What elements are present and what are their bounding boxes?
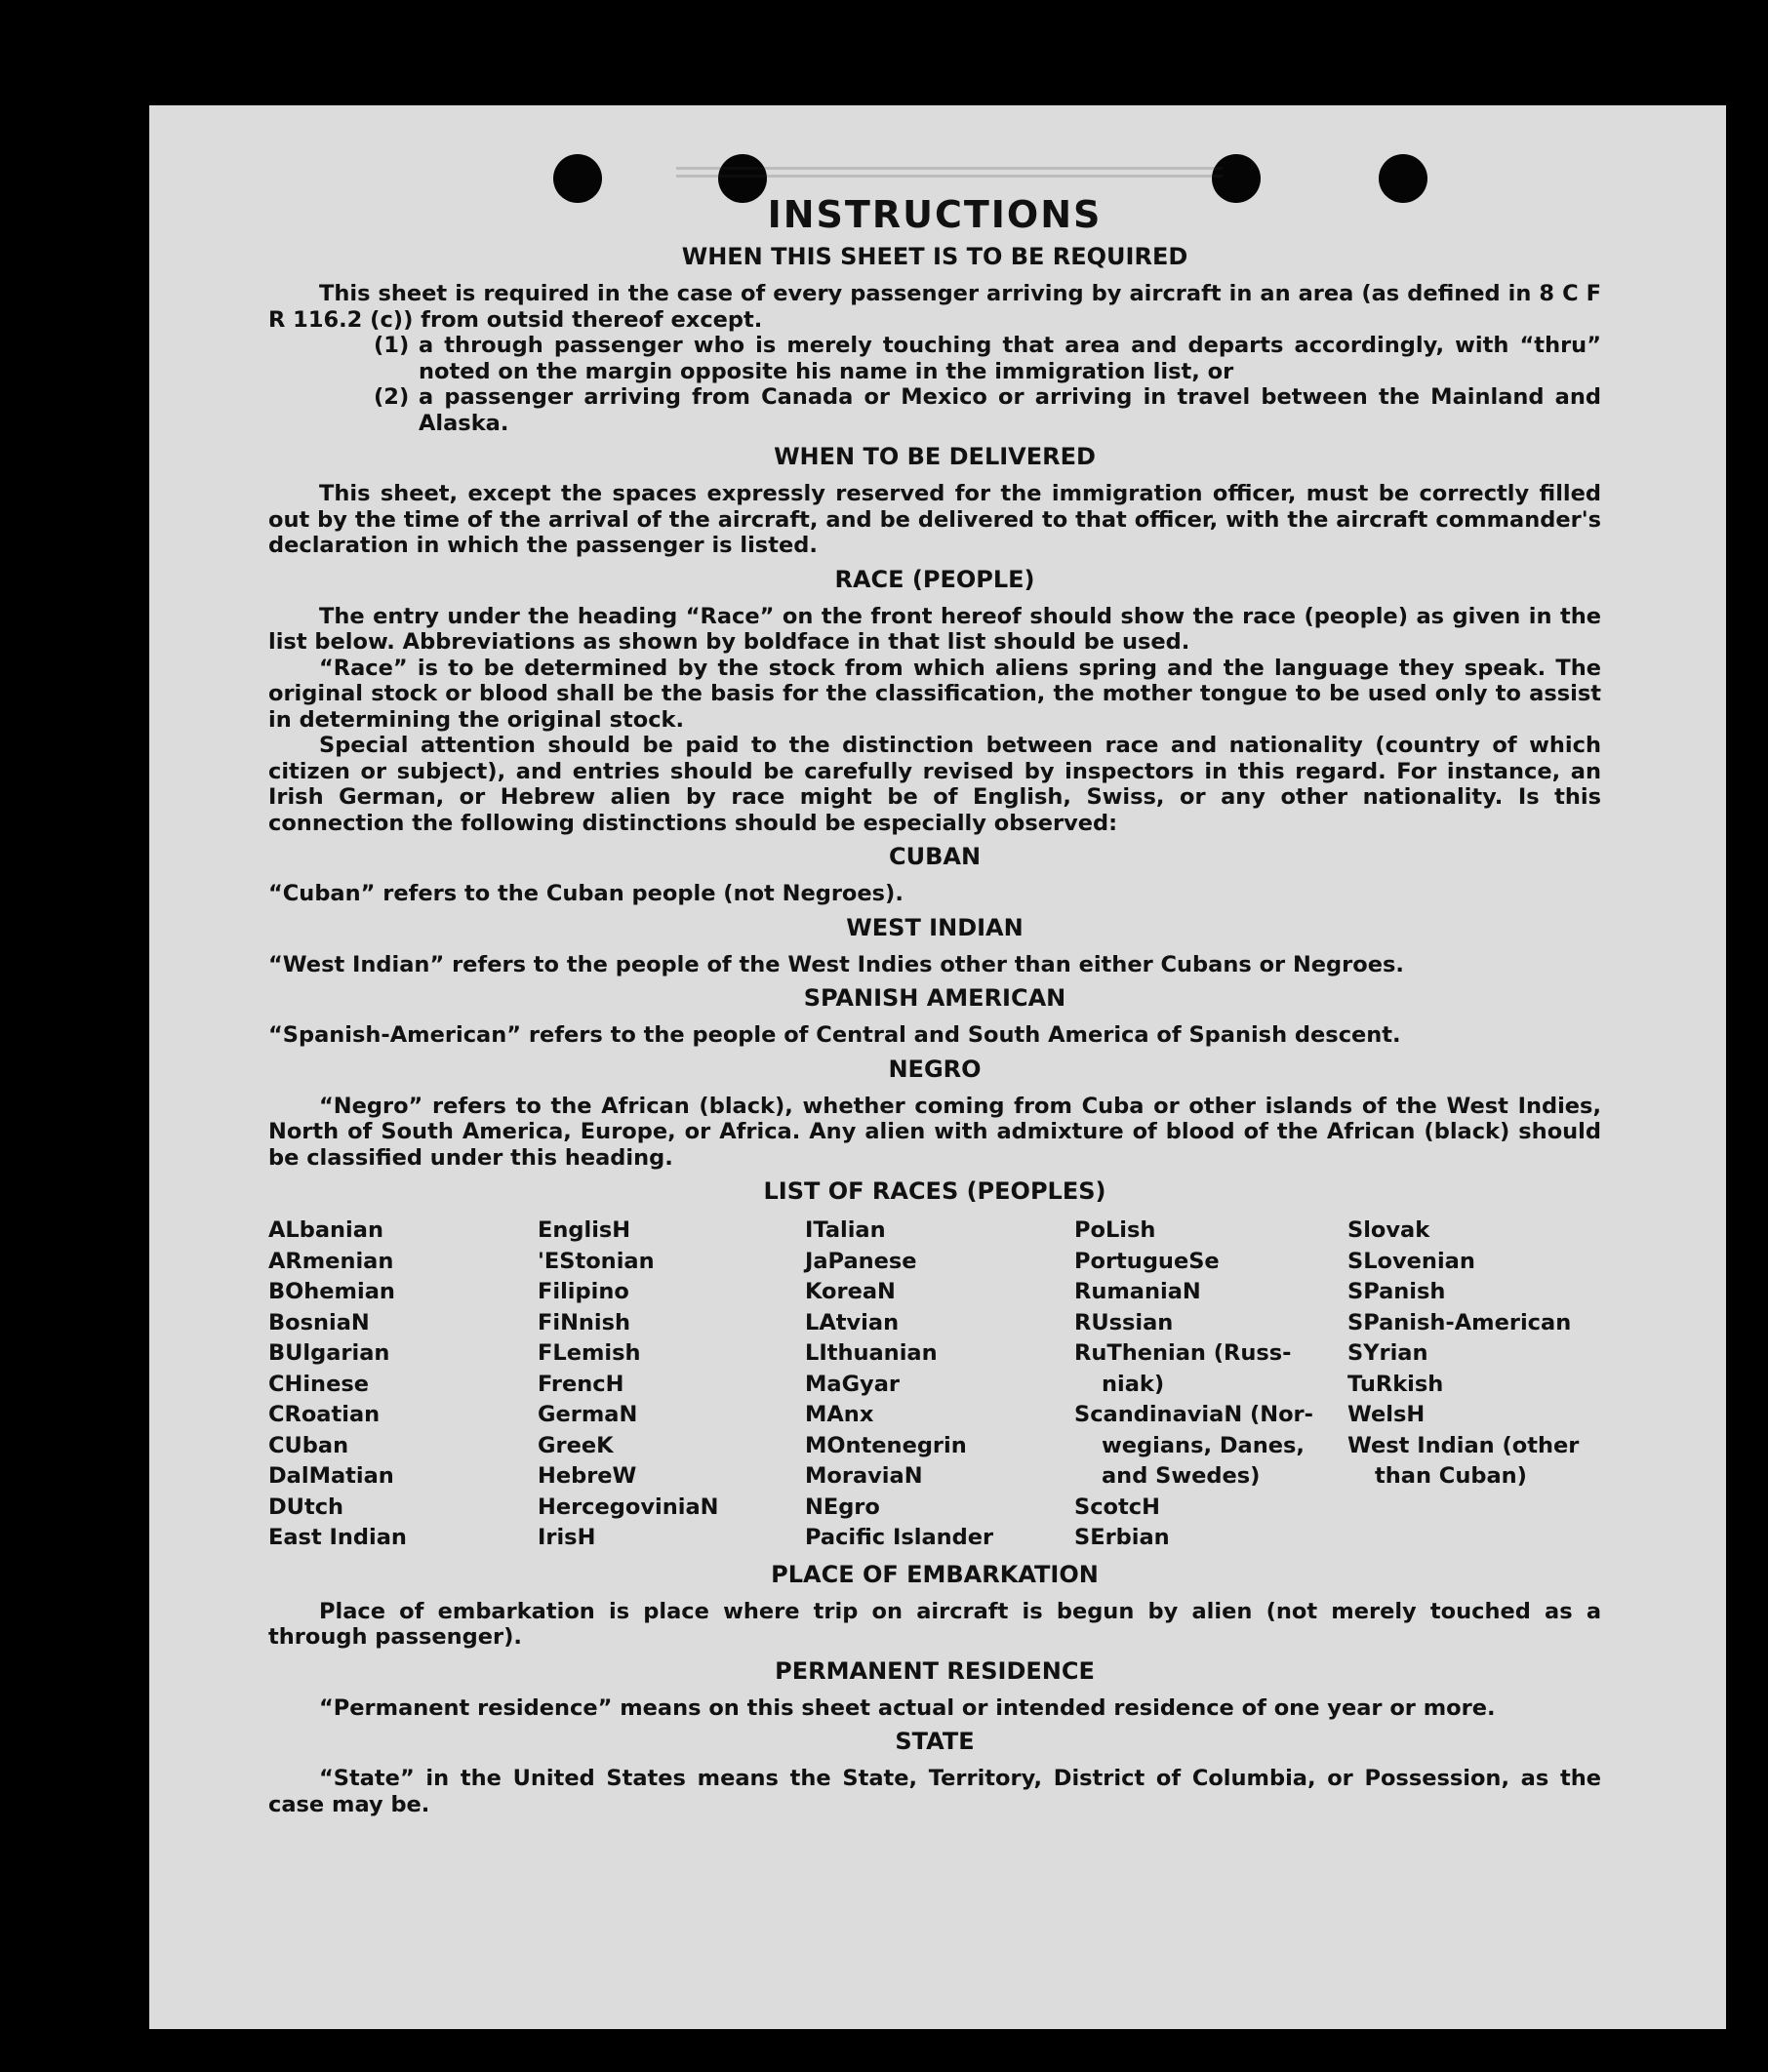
heading-spanish-american: SPANISH AMERICAN	[803, 984, 1066, 1012]
race-entry: GermaN	[538, 1402, 638, 1427]
race-entry: NEgro	[805, 1494, 880, 1520]
race-entry: West Indian (other	[1347, 1432, 1580, 1458]
race-entry: Filipino	[538, 1279, 629, 1304]
race-entry: RUssian	[1074, 1309, 1174, 1335]
heading-state: STATE	[895, 1728, 975, 1755]
para-negro: “Negro” refers to the African (black), whether coming from Cuba or other islands of the West Indies, North of South America, Europe, or Africa. Any alien with admixture of blood of the African (black) should be classified under this heading.	[268, 1093, 1601, 1171]
race-entry: SYrian	[1347, 1340, 1428, 1366]
exception-number: (2)	[374, 384, 410, 410]
document-page	[149, 105, 1726, 2029]
race-entry: BosniaN	[268, 1309, 370, 1335]
race-entry: CRoatian	[268, 1402, 381, 1427]
para-embarkation: Place of embarkation is place where trip on aircraft is begun by alien (not merely touched as a through passenger).	[268, 1598, 1601, 1650]
race-entry: FrencH	[538, 1371, 624, 1397]
race-entry: BOhemian	[268, 1279, 395, 1304]
race-entry: RumaniaN	[1074, 1279, 1201, 1304]
race-entry: CUban	[268, 1432, 349, 1458]
para-cuban: “Cuban” refers to the Cuban people (not Negroes).	[268, 881, 904, 906]
bleed-through-text	[676, 162, 1223, 191]
para-race-2: “Race” is to be determined by the stock from which aliens spring and the language they speak. The original stock or blood shall be the basis for the classification, the mother tongue to be used only to assist in determining the original stock.	[268, 655, 1601, 733]
race-entry: PortugueSe	[1074, 1248, 1220, 1274]
races-list	[268, 1215, 1601, 1554]
page-title: INSTRUCTIONS	[767, 193, 1103, 236]
heading-list-of-races: LIST OF RACES (PEOPLES)	[763, 1177, 1106, 1205]
race-entry: FiNnish	[538, 1309, 631, 1335]
race-entry: ScotcH	[1074, 1494, 1160, 1520]
race-entry: SPanish	[1347, 1279, 1446, 1304]
para-permanent-residence: “Permanent residence” means on this sheet actual or intended residence of one year or more.	[319, 1694, 1496, 1721]
race-entry: East Indian	[268, 1525, 407, 1550]
heading-permanent-residence: PERMANENT RESIDENCE	[775, 1656, 1095, 1685]
race-entry: KoreaN	[805, 1279, 896, 1304]
race-entry: LAtvian	[805, 1309, 900, 1335]
race-entry: EnglisH	[538, 1217, 631, 1243]
race-entry: 'EStonian	[538, 1248, 655, 1274]
race-entry: DUtch	[268, 1494, 344, 1520]
race-entry: RuThenian (Russ-	[1074, 1340, 1292, 1366]
para-spanish-american: “Spanish-American” refers to the people of Central and South America of Spanish descent.	[268, 1022, 1401, 1048]
race-entry: Pacific Islander	[805, 1525, 994, 1550]
race-entry: IrisH	[538, 1525, 596, 1550]
para-delivered: This sheet, except the spaces expressly reserved for the immigration officer, must be correctly filled out by the time of the arrival of the aircraft, and be delivered to that officer, with the aircraft commander's declaration in which the passenger is listed.	[268, 481, 1601, 558]
race-entry: HercegoviniaN	[538, 1494, 719, 1520]
heading-delivered: WHEN TO BE DELIVERED	[774, 443, 1096, 470]
race-entry: and Swedes)	[1102, 1463, 1261, 1489]
para-required: This sheet is required in the case of every passenger arriving by aircraft in an area (as defined in 8 C F R 116.2 (c)) from outsid thereof except.	[268, 281, 1601, 333]
heading-west-indian: WEST INDIAN	[846, 913, 1024, 941]
heading-race: RACE (PEOPLE)	[834, 565, 1035, 593]
race-entry: HebreW	[538, 1463, 637, 1489]
races-column	[1074, 1215, 1347, 1554]
heading-required: WHEN THIS SHEET IS TO BE REQUIRED	[681, 243, 1188, 270]
race-entry: than Cuban)	[1375, 1463, 1527, 1489]
race-entry: SPanish-American	[1347, 1309, 1572, 1335]
race-entry: niak)	[1102, 1371, 1165, 1397]
race-entry: ITalian	[805, 1217, 886, 1243]
race-entry: FLemish	[538, 1340, 641, 1366]
para-race-1: The entry under the heading “Race” on the front hereof should show the race (people) as given in the list below. Abbreviations as shown by boldface in that list should be used.	[268, 603, 1601, 655]
race-entry: CHinese	[268, 1371, 369, 1397]
race-entry: WelsH	[1347, 1402, 1426, 1427]
instructions-body	[268, 193, 1601, 1817]
exception-item	[268, 384, 1601, 436]
races-column	[805, 1215, 1074, 1554]
race-entry: JaPanese	[805, 1248, 917, 1274]
heading-embarkation: PLACE OF EMBARKATION	[771, 1560, 1099, 1588]
race-entry: GreeK	[538, 1432, 614, 1458]
race-entry: TuRkish	[1347, 1371, 1444, 1397]
race-entry: DalMatian	[268, 1463, 394, 1489]
race-entry: ScandinaviaN (Nor-	[1074, 1402, 1313, 1427]
exception-number: (1)	[374, 333, 410, 358]
race-entry: ALbanian	[268, 1217, 383, 1243]
race-entry: BUlgarian	[268, 1340, 390, 1366]
race-entry: PoLish	[1074, 1217, 1156, 1243]
exception-text: a passenger arriving from Canada or Mexico or arriving in travel between the Mainland and Alaska.	[419, 384, 1601, 436]
races-column	[538, 1215, 805, 1554]
race-entry: MAnx	[805, 1402, 874, 1427]
exception-item	[268, 333, 1601, 384]
exception-text: a through passenger who is merely touching that area and departs accordingly, with “thru” noted on the margin opposite his name in the immigration list, or	[419, 333, 1601, 384]
races-column	[1347, 1215, 1601, 1554]
race-entry: SErbian	[1074, 1525, 1170, 1550]
para-race-3: Special attention should be paid to the distinction between race and nationality (country of which citizen or subject), and entries should be carefully revised by inspectors in this regard. For instance, an Irish German, or Hebrew alien by race might be of English, Swiss, or any other nationality. Is this connection the following distinctions should be especially observed:	[268, 733, 1601, 836]
race-entry: SLovenian	[1347, 1248, 1475, 1274]
race-entry: Slovak	[1347, 1217, 1430, 1243]
heading-cuban: CUBAN	[888, 843, 982, 870]
heading-negro: NEGRO	[888, 1055, 982, 1083]
races-column	[268, 1215, 538, 1554]
race-entry: wegians, Danes,	[1102, 1432, 1305, 1458]
race-entry: MOntenegrin	[805, 1432, 967, 1458]
para-west-indian: “West Indian” refers to the people of the West Indies other than either Cubans or Negroes.	[268, 951, 1404, 977]
race-entry: LIthuanian	[805, 1340, 938, 1366]
race-entry: MaGyar	[805, 1371, 900, 1397]
para-state: “State” in the United States means the State, Territory, District of Columbia, or Possession, as the case may be.	[268, 1766, 1601, 1817]
race-entry: ARmenian	[268, 1248, 394, 1274]
race-entry: MoraviaN	[805, 1463, 923, 1489]
